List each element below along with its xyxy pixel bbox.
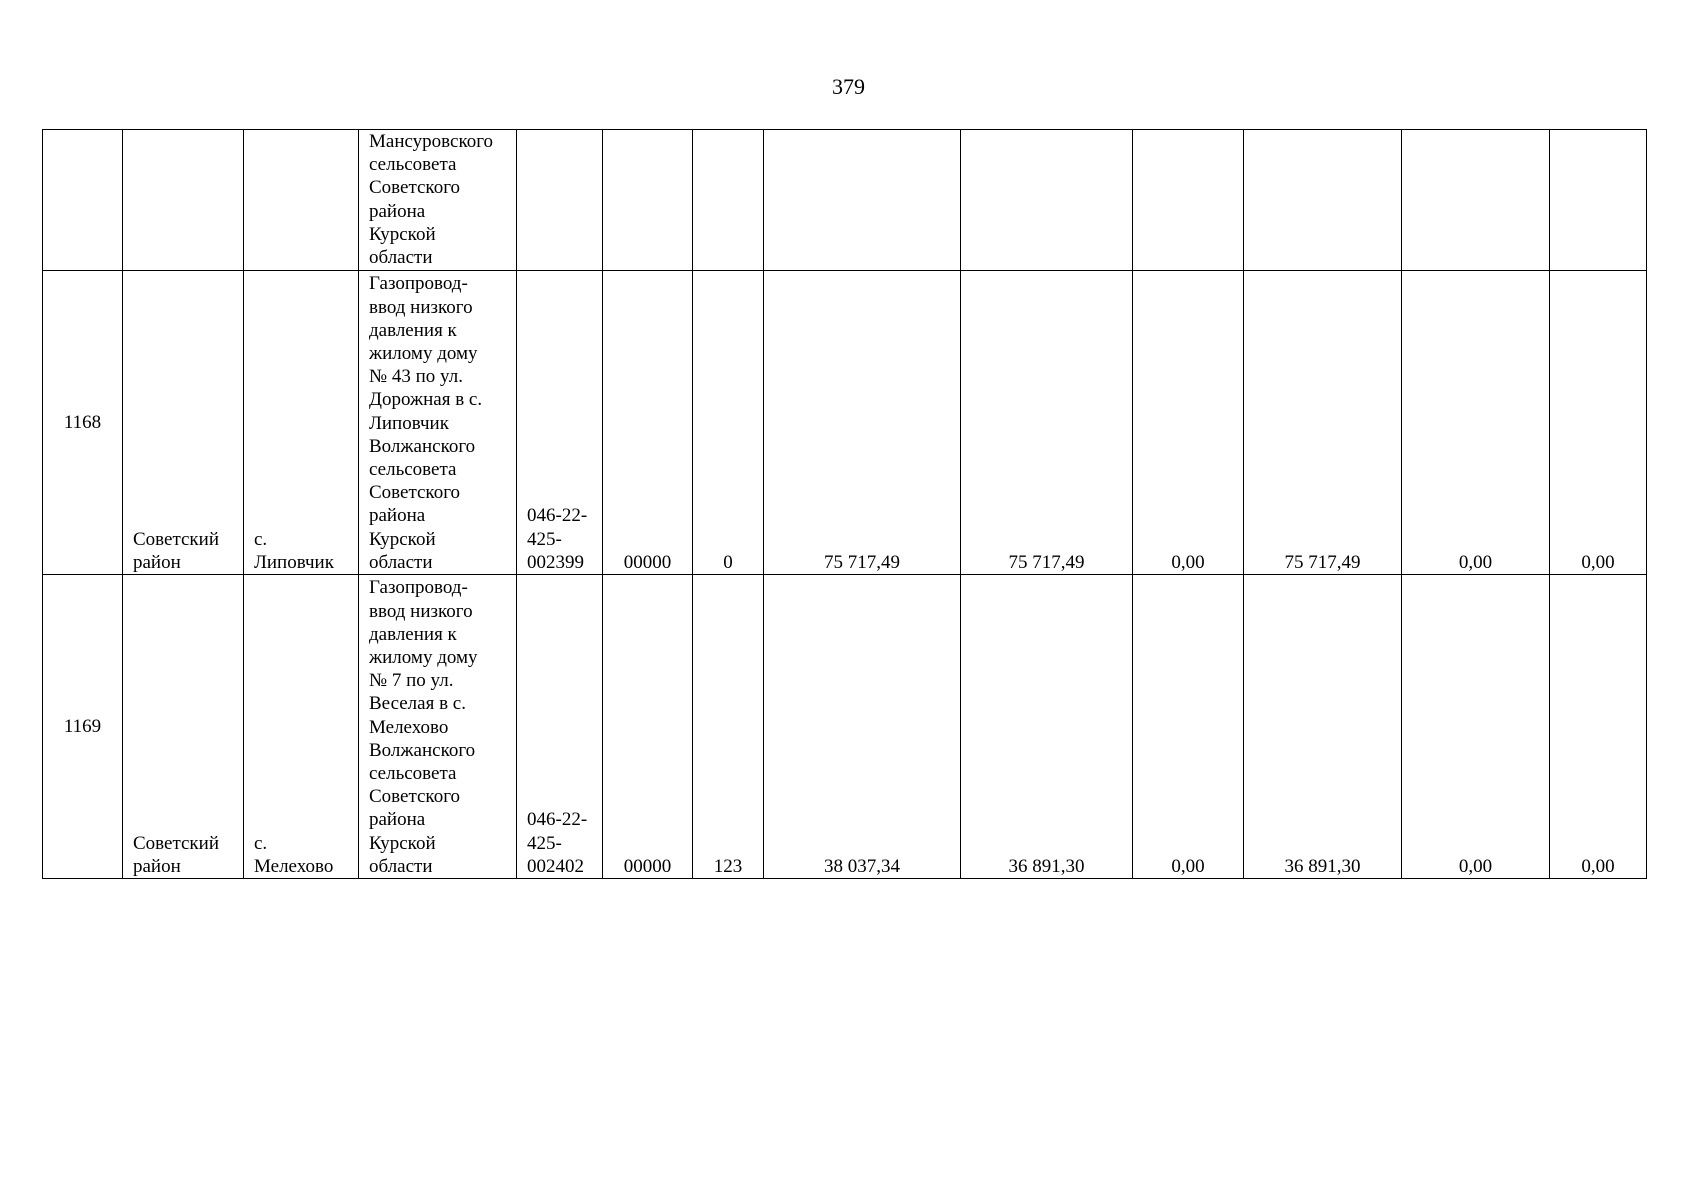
cell-settlement [244, 130, 359, 271]
registry-table [42, 129, 1647, 879]
cell-col6: 00000 [603, 575, 693, 879]
cell-col13: 0,00 [1550, 575, 1647, 879]
cell-description [359, 575, 517, 879]
cell-code-line: 002399 [527, 551, 584, 573]
cell-description-line: давления к [369, 319, 457, 341]
cell-description-line: жилому дому [369, 646, 478, 668]
cell-description-line: № 43 по ул. [369, 366, 463, 388]
cell-col11: 75 717,49 [1244, 271, 1402, 575]
cell-col13 [1550, 130, 1647, 271]
cell-code [517, 130, 603, 271]
cell-col9: 36 891,30 [961, 575, 1133, 879]
cell-col11 [1244, 130, 1402, 271]
cell-col11: 36 891,30 [1244, 575, 1402, 879]
cell-col6 [603, 130, 693, 271]
cell-settlement [244, 271, 359, 575]
cell-col7 [693, 130, 764, 271]
page-number: 379 [832, 74, 865, 99]
cell-row-number: 1169 [43, 575, 123, 879]
cell-col9 [961, 130, 1133, 271]
cell-description-line: Советского [369, 482, 461, 504]
cell-description-line: Курской [369, 223, 436, 245]
cell-code [517, 271, 603, 575]
table-row [43, 271, 1647, 575]
cell-description [359, 130, 517, 271]
cell-settlement-line: Липовчик [254, 551, 334, 573]
cell-description-line: Дорожная в с. [369, 389, 483, 411]
cell-district [123, 271, 244, 575]
cell-description-line: Газопровод- [369, 577, 468, 599]
cell-description-line: № 7 по ул. [369, 670, 454, 692]
cell-description-line: Курской [369, 832, 436, 854]
cell-row-number: 1168 [43, 271, 123, 575]
cell-description-line: сельсовета [369, 458, 457, 480]
cell-col12 [1402, 130, 1550, 271]
cell-description-line: ввод низкого [369, 600, 473, 622]
cell-description-line: Волжанского [369, 435, 476, 457]
cell-description-line: Липовчик [369, 412, 449, 434]
cell-col8: 75 717,49 [764, 271, 961, 575]
cell-col10 [1133, 130, 1244, 271]
cell-col10: 0,00 [1133, 271, 1244, 575]
cell-col13: 0,00 [1550, 271, 1647, 575]
cell-description-line: Мелехово [369, 716, 449, 738]
cell-description-line: района [369, 809, 426, 831]
cell-col9: 75 717,49 [961, 271, 1133, 575]
cell-description-line: области [369, 247, 433, 269]
cell-col6: 00000 [603, 271, 693, 575]
table-row [43, 575, 1647, 879]
cell-district [123, 130, 244, 271]
cell-col8: 38 037,34 [764, 575, 961, 879]
cell-description-line: давления к [369, 623, 457, 645]
cell-code-line: 046-22- [527, 809, 588, 831]
cell-description-line: района [369, 505, 426, 527]
cell-col7: 0 [693, 271, 764, 575]
cell-description-line: области [369, 551, 433, 573]
cell-description-line: Газопровод- [369, 273, 468, 295]
cell-settlement-line: Мелехово [254, 855, 334, 877]
cell-description-line: ввод низкого [369, 296, 473, 318]
table-row [43, 130, 1647, 271]
cell-description [359, 271, 517, 575]
cell-code [517, 575, 603, 879]
cell-description-line: Курской [369, 528, 436, 550]
cell-code-line: 425- [527, 528, 562, 550]
cell-col12: 0,00 [1402, 575, 1550, 879]
cell-district-line: район [133, 855, 181, 877]
cell-settlement [244, 575, 359, 879]
cell-col7: 123 [693, 575, 764, 879]
cell-description-line: сельсовета [369, 762, 457, 784]
cell-row-number [43, 130, 123, 271]
cell-district-line: Советский [133, 832, 220, 854]
cell-code-line: 425- [527, 832, 562, 854]
cell-district-line: район [133, 551, 181, 573]
cell-description-line: Советского [369, 786, 461, 808]
cell-district-line: Советский [133, 528, 220, 550]
cell-code-line: 002402 [527, 855, 584, 877]
cell-description-line: сельсовета [369, 154, 457, 176]
cell-description-line: района [369, 200, 426, 222]
table-body [43, 130, 1647, 879]
cell-settlement-line: с. [254, 528, 268, 550]
cell-description-line: Советского [369, 177, 461, 199]
cell-district [123, 575, 244, 879]
cell-description-line: Волжанского [369, 739, 476, 761]
cell-col8 [764, 130, 961, 271]
cell-settlement-line: с. [254, 832, 268, 854]
cell-description-line: Мансуровского [369, 131, 494, 152]
cell-description-line: жилому дому [369, 342, 478, 364]
cell-description-line: Веселая в с. [369, 693, 466, 715]
cell-code-line: 046-22- [527, 505, 588, 527]
cell-col10: 0,00 [1133, 575, 1244, 879]
cell-description-line: области [369, 855, 433, 877]
cell-col12: 0,00 [1402, 271, 1550, 575]
